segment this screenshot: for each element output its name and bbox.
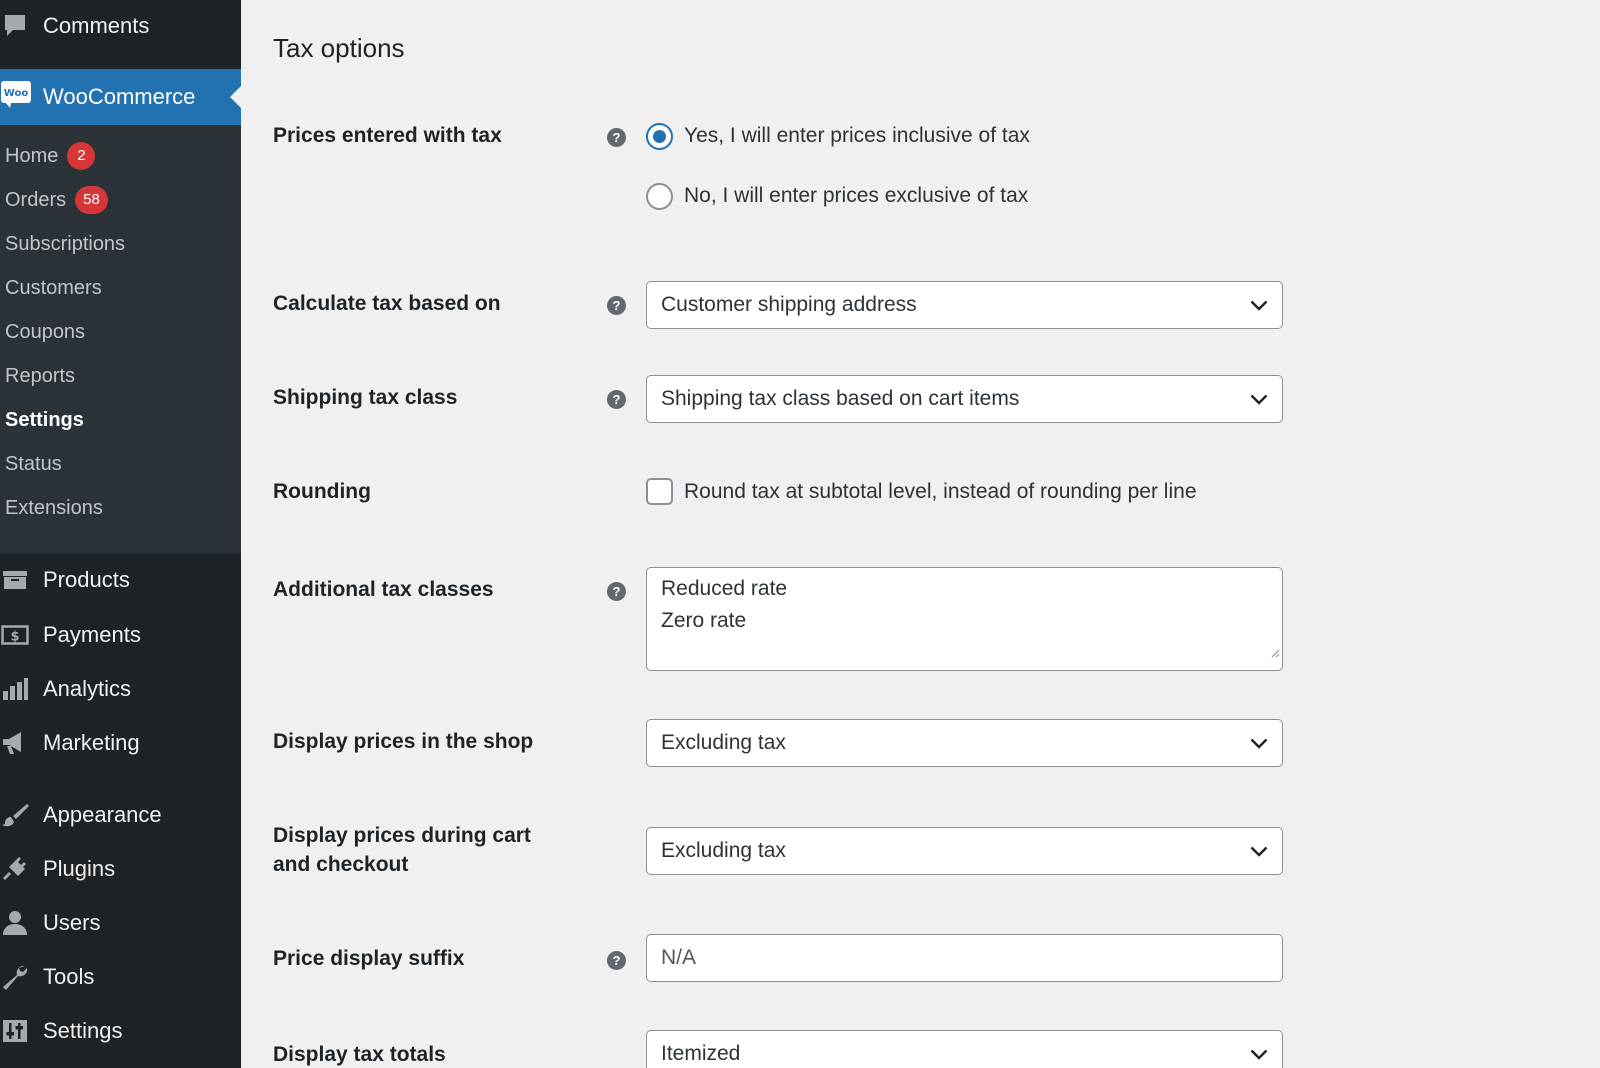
calc-tax-select[interactable] <box>646 281 1283 329</box>
menu-label: Settings <box>43 1018 123 1043</box>
additional-tax-classes-textarea[interactable] <box>646 567 1283 671</box>
woocommerce-logo-icon <box>0 79 32 115</box>
display-tax-totals-label: Display tax totals <box>273 1043 446 1066</box>
wrench-icon <box>0 962 30 992</box>
svg-text:$: $ <box>10 629 20 645</box>
display-prices-cart-select[interactable] <box>646 827 1283 875</box>
menu-item-users[interactable] <box>0 898 241 948</box>
sliders-icon <box>0 1016 30 1046</box>
price-suffix-input[interactable]: N/A <box>646 934 1283 982</box>
menu-label: Plugins <box>43 856 116 881</box>
menu-label: Appearance <box>43 802 162 827</box>
menu-item-marketing[interactable] <box>0 718 241 768</box>
prices-entered-label: Prices entered with tax <box>273 124 502 147</box>
notification-badge: 2 <box>67 142 95 170</box>
submenu-item-coupons[interactable]: Coupons <box>5 320 86 343</box>
submenu-item-reports[interactable]: Reports <box>5 364 76 387</box>
calc-tax-label: Calculate tax based on <box>273 292 501 315</box>
help-icon[interactable]: ? <box>607 296 626 315</box>
price-suffix-label: Price display suffix <box>273 947 465 970</box>
submenu-item-extensions[interactable]: Extensions <box>5 496 103 519</box>
chevron-down-icon <box>1250 839 1268 863</box>
prices-inclusive-radio[interactable] <box>646 123 673 150</box>
menu-label: Products <box>43 567 130 592</box>
menu-label: WooCommerce <box>43 84 196 109</box>
menu-item-tools[interactable] <box>0 952 241 1002</box>
resize-grip-icon[interactable] <box>1270 636 1280 668</box>
display-tax-totals-select[interactable] <box>646 1030 1283 1068</box>
menu-label: Comments <box>43 13 150 38</box>
prices-inclusive-label[interactable]: Yes, I will enter prices inclusive of tax <box>684 124 1030 147</box>
payments-icon <box>0 620 30 650</box>
select-value: Itemized <box>661 1042 741 1065</box>
label-line: Display prices during cart <box>273 824 531 847</box>
submenu-label: Orders <box>5 188 67 211</box>
help-icon[interactable]: ? <box>607 128 626 147</box>
menu-item-payments[interactable] <box>0 610 241 660</box>
menu-label: Analytics <box>43 676 132 701</box>
svg-text:Woo: Woo <box>3 88 29 99</box>
admin-sidebar <box>0 0 241 1068</box>
chevron-down-icon <box>1250 731 1268 755</box>
menu-item-woocommerce[interactable] <box>0 69 241 125</box>
select-value: Customer shipping address <box>661 293 917 316</box>
help-icon[interactable]: ? <box>607 582 626 601</box>
shipping-tax-class-label: Shipping tax class <box>273 386 458 409</box>
menu-item-products[interactable] <box>0 555 241 605</box>
round-subtotal-checkbox[interactable] <box>646 478 673 505</box>
page-title: Tax options <box>273 33 405 63</box>
user-icon <box>0 908 30 938</box>
rounding-label: Rounding <box>273 480 371 503</box>
chevron-down-icon <box>1250 387 1268 411</box>
menu-item-appearance[interactable] <box>0 790 241 840</box>
plug-icon <box>0 854 30 884</box>
megaphone-icon <box>0 728 30 758</box>
submenu-item-subscriptions[interactable]: Subscriptions <box>5 232 126 255</box>
menu-item-comments[interactable] <box>0 1 241 51</box>
current-menu-arrow <box>230 86 241 108</box>
settings-content <box>241 0 1600 1068</box>
menu-item-settings[interactable] <box>0 1006 241 1056</box>
bar-chart-icon <box>0 674 30 704</box>
prices-exclusive-label[interactable]: No, I will enter prices exclusive of tax <box>684 184 1029 207</box>
archive-icon <box>0 565 30 595</box>
submenu-item-settings[interactable]: Settings <box>5 408 84 431</box>
additional-tax-classes-label: Additional tax classes <box>273 578 494 601</box>
submenu-item-home[interactable] <box>5 141 95 171</box>
chevron-down-icon <box>1250 293 1268 317</box>
select-value: Excluding tax <box>661 731 786 754</box>
submenu-item-customers[interactable]: Customers <box>5 276 102 299</box>
submenu-item-status[interactable]: Status <box>5 452 62 475</box>
select-value: Excluding tax <box>661 839 786 862</box>
comment-icon <box>0 11 30 41</box>
round-subtotal-label[interactable]: Round tax at subtotal level, instead of rounding per line <box>684 480 1197 503</box>
label-line: and checkout <box>273 853 409 876</box>
menu-item-analytics[interactable] <box>0 664 241 714</box>
submenu-item-orders[interactable] <box>5 185 108 215</box>
help-icon[interactable]: ? <box>607 951 626 970</box>
menu-label: Tools <box>43 964 95 989</box>
textarea-line: Zero rate <box>661 609 747 632</box>
display-prices-shop-label: Display prices in the shop <box>273 730 534 753</box>
prices-exclusive-radio[interactable] <box>646 183 673 210</box>
textarea-line: Reduced rate <box>661 577 788 600</box>
woocommerce-submenu <box>0 125 241 553</box>
notification-badge: 58 <box>75 186 108 214</box>
display-prices-shop-select[interactable] <box>646 719 1283 767</box>
menu-label: Marketing <box>43 730 140 755</box>
menu-label: Payments <box>43 622 141 647</box>
paintbrush-icon <box>0 800 30 830</box>
help-icon[interactable]: ? <box>607 390 626 409</box>
display-prices-cart-label <box>273 821 573 879</box>
menu-label: Users <box>43 910 101 935</box>
chevron-down-icon <box>1250 1042 1268 1066</box>
select-value: Shipping tax class based on cart items <box>661 387 1020 410</box>
menu-item-plugins[interactable] <box>0 844 241 894</box>
shipping-tax-class-select[interactable] <box>646 375 1283 423</box>
submenu-label: Home <box>5 144 59 167</box>
